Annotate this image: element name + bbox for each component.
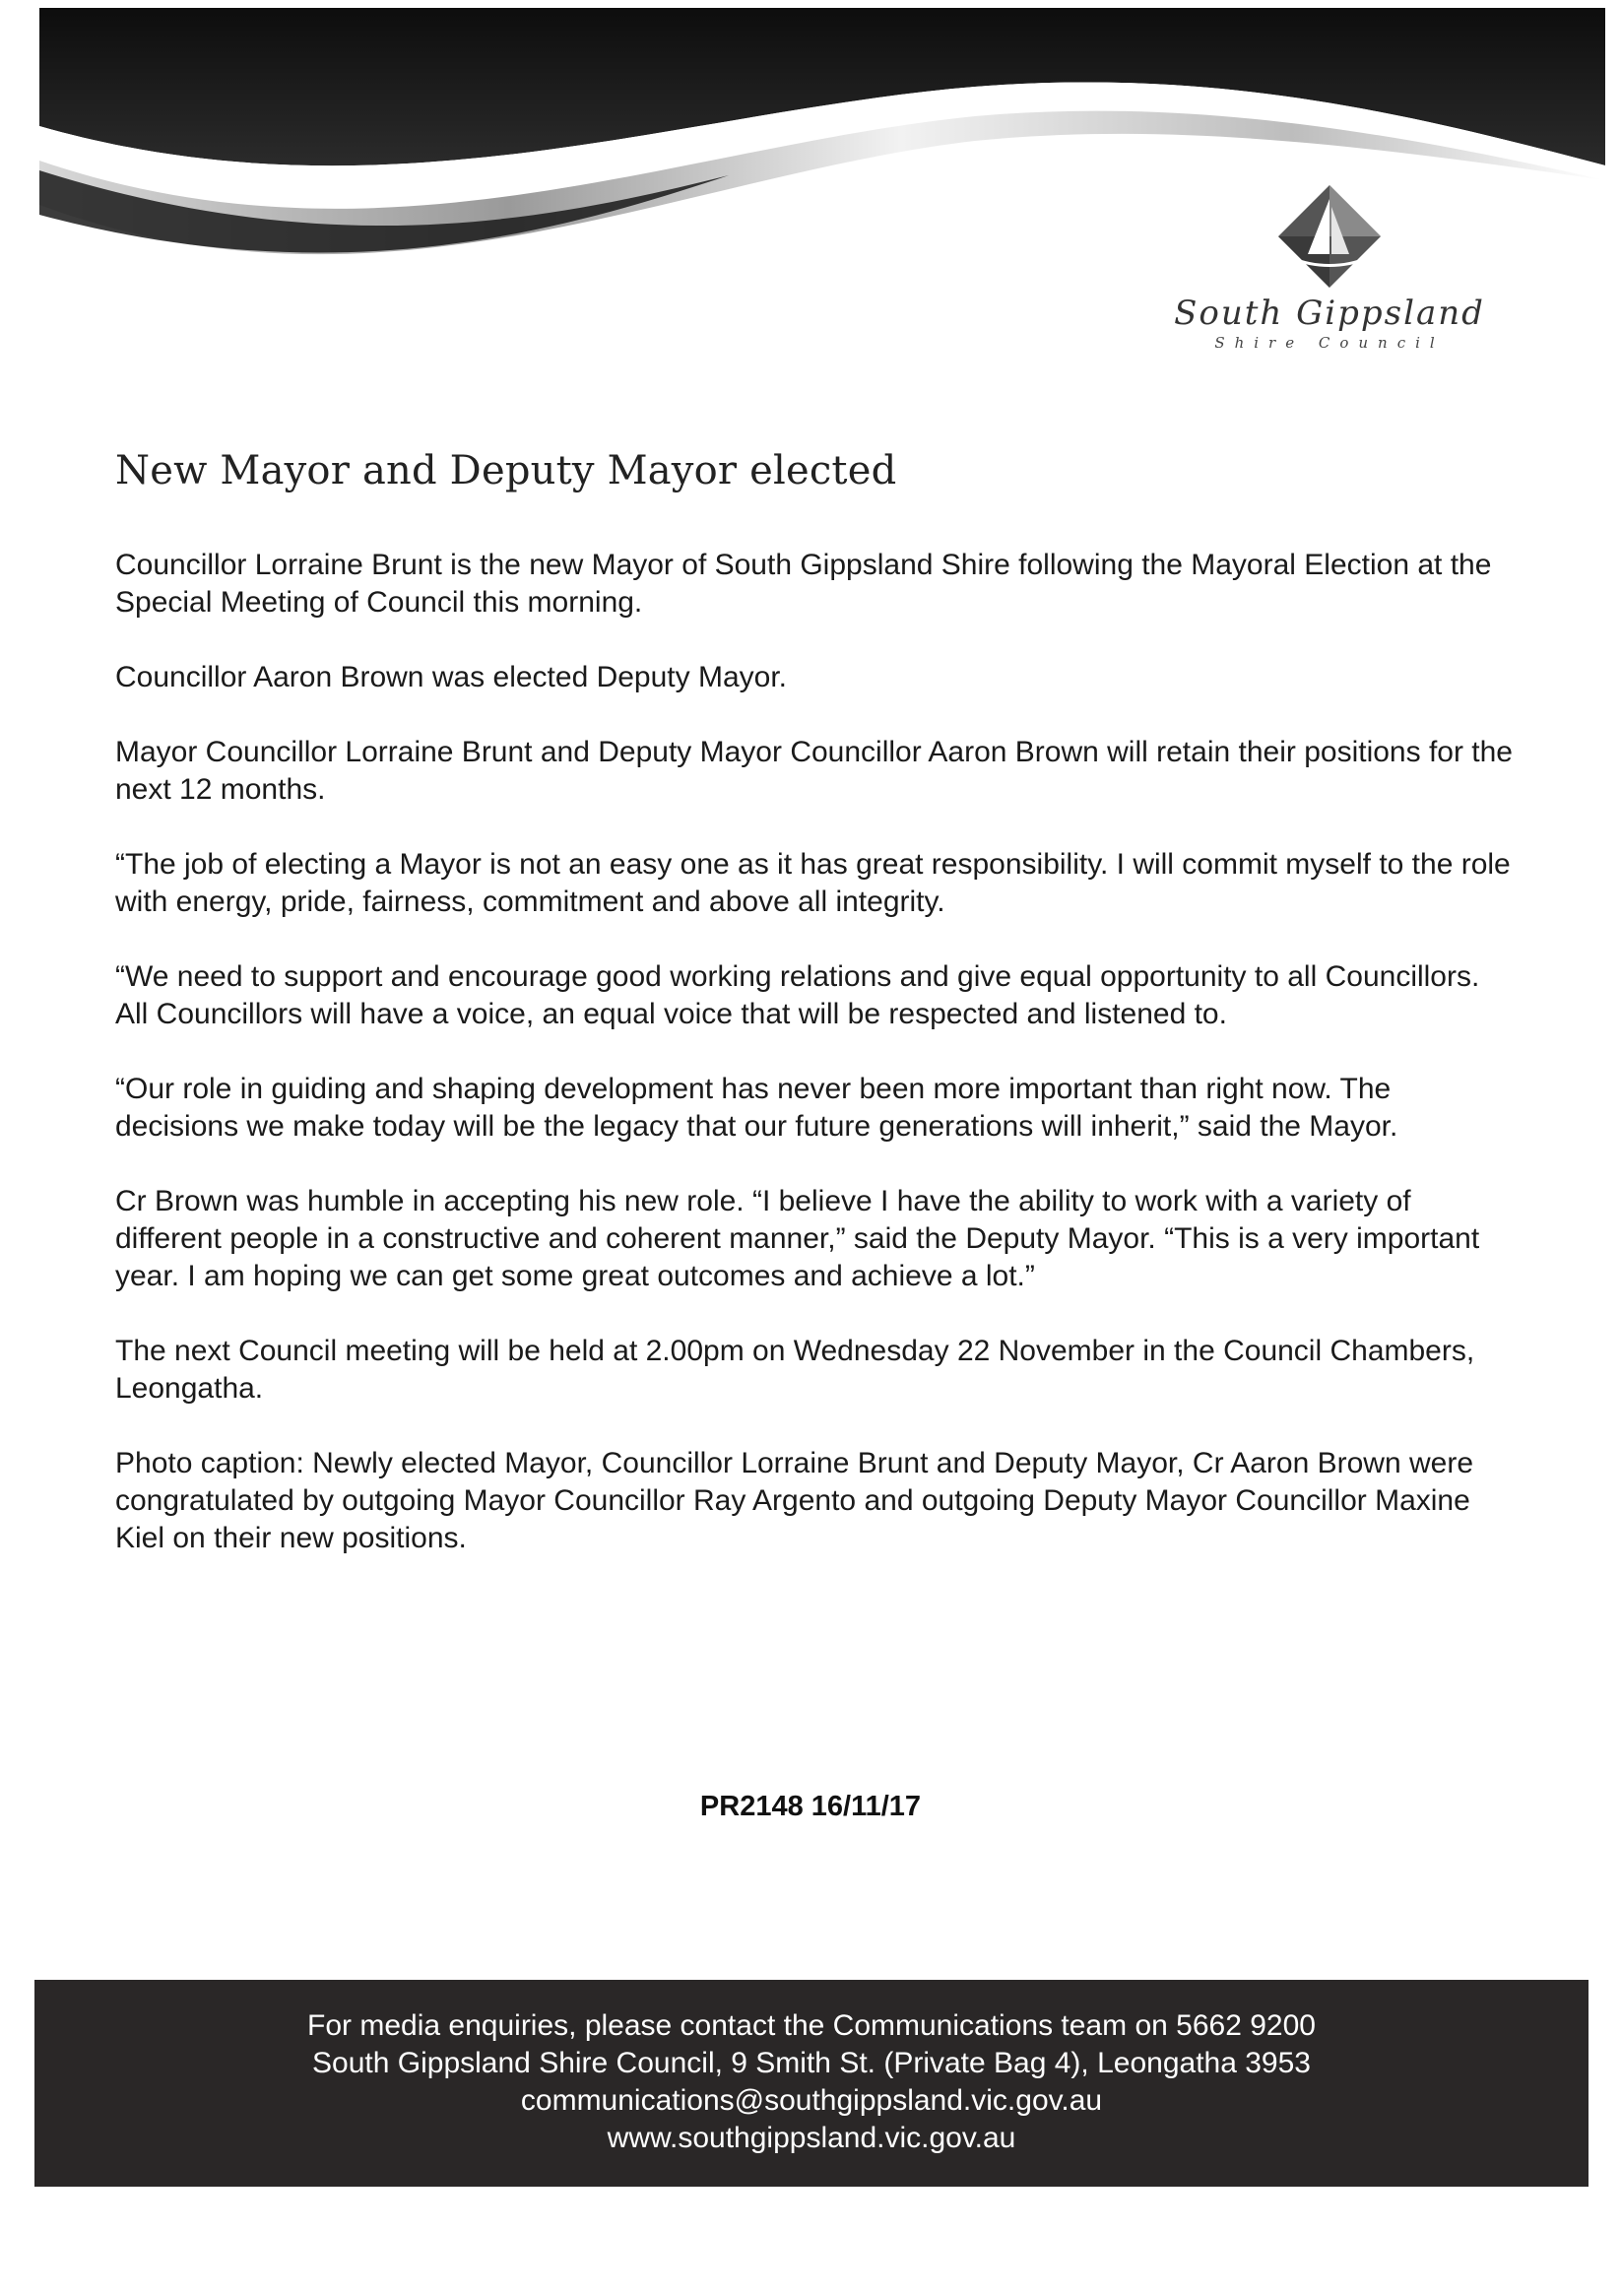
media-contact-footer — [34, 1980, 1589, 2187]
council-logo — [1162, 177, 1497, 384]
paragraph: Councillor Aaron Brown was elected Deputy Mayor. — [115, 661, 788, 693]
footer-line-address: South Gippsland Shire Council, 9 Smith St. (Private Bag 4), Leongatha 3953 — [312, 2047, 1311, 2079]
paragraph: Photo caption: Newly elected Mayor, Councillor Lorraine Brunt and Deputy Mayor, Cr Aaron Brown were congratulated by outgoing Mayor Councillor Ray Argento and outgoing Deputy Mayor Councillor Maxine Kiel on their new positions. — [115, 1447, 1474, 1554]
logo-subtitle: Shire Council — [1214, 334, 1445, 353]
page-title: New Mayor and Deputy Mayor elected — [115, 448, 897, 493]
footer-line-email[interactable]: communications@southgippsland.vic.gov.au — [520, 2084, 1103, 2117]
paragraph: “The job of electing a Mayor is not an easy one as it has great responsibility. I will commit myself to the role with energy, pride, fairness, commitment and above all integrity. — [115, 848, 1511, 918]
logo-name: South Gippsland — [1174, 294, 1485, 333]
article-body — [115, 547, 1514, 1595]
paragraph: The next Council meeting will be held at 2.00pm on Wednesday 22 November in the Council Chambers, Leongatha. — [115, 1335, 1475, 1405]
paragraph: “We need to support and encourage good working relations and give equal opportunity to all Councillors. All Councillors will have a voice, an equal voice that will be respected and listened to. — [115, 960, 1480, 1030]
footer-line-website[interactable]: www.southgippsland.vic.gov.au — [607, 2122, 1016, 2154]
paragraph: Mayor Councillor Lorraine Brunt and Deputy Mayor Councillor Aaron Brown will retain their positions for the next 12 months. — [115, 736, 1513, 806]
footer-line-enquiries: For media enquiries, please contact the Communications team on 5662 9200 — [307, 2009, 1316, 2042]
paragraph: Councillor Lorraine Brunt is the new Mayor of South Gippsland Shire following the Mayoral Election at the Special Meeting of Council this morning. — [115, 549, 1492, 619]
paragraph: “Our role in guiding and shaping development has never been more important than right now. The decisions we make today will be the legacy that our future generations will inherit,” said the Mayor. — [115, 1073, 1398, 1143]
paragraph: Cr Brown was humble in accepting his new role. “I believe I have the ability to work with a variety of different people in a constructive and coherent manner,” said the Deputy Mayor. “This is a very important year. I am hoping we can get some great outcomes and achieve a lot.” — [115, 1185, 1480, 1292]
press-release-reference: PR2148 16/11/17 — [699, 1791, 922, 1822]
diamond-sail-logo-icon — [1270, 177, 1389, 295]
